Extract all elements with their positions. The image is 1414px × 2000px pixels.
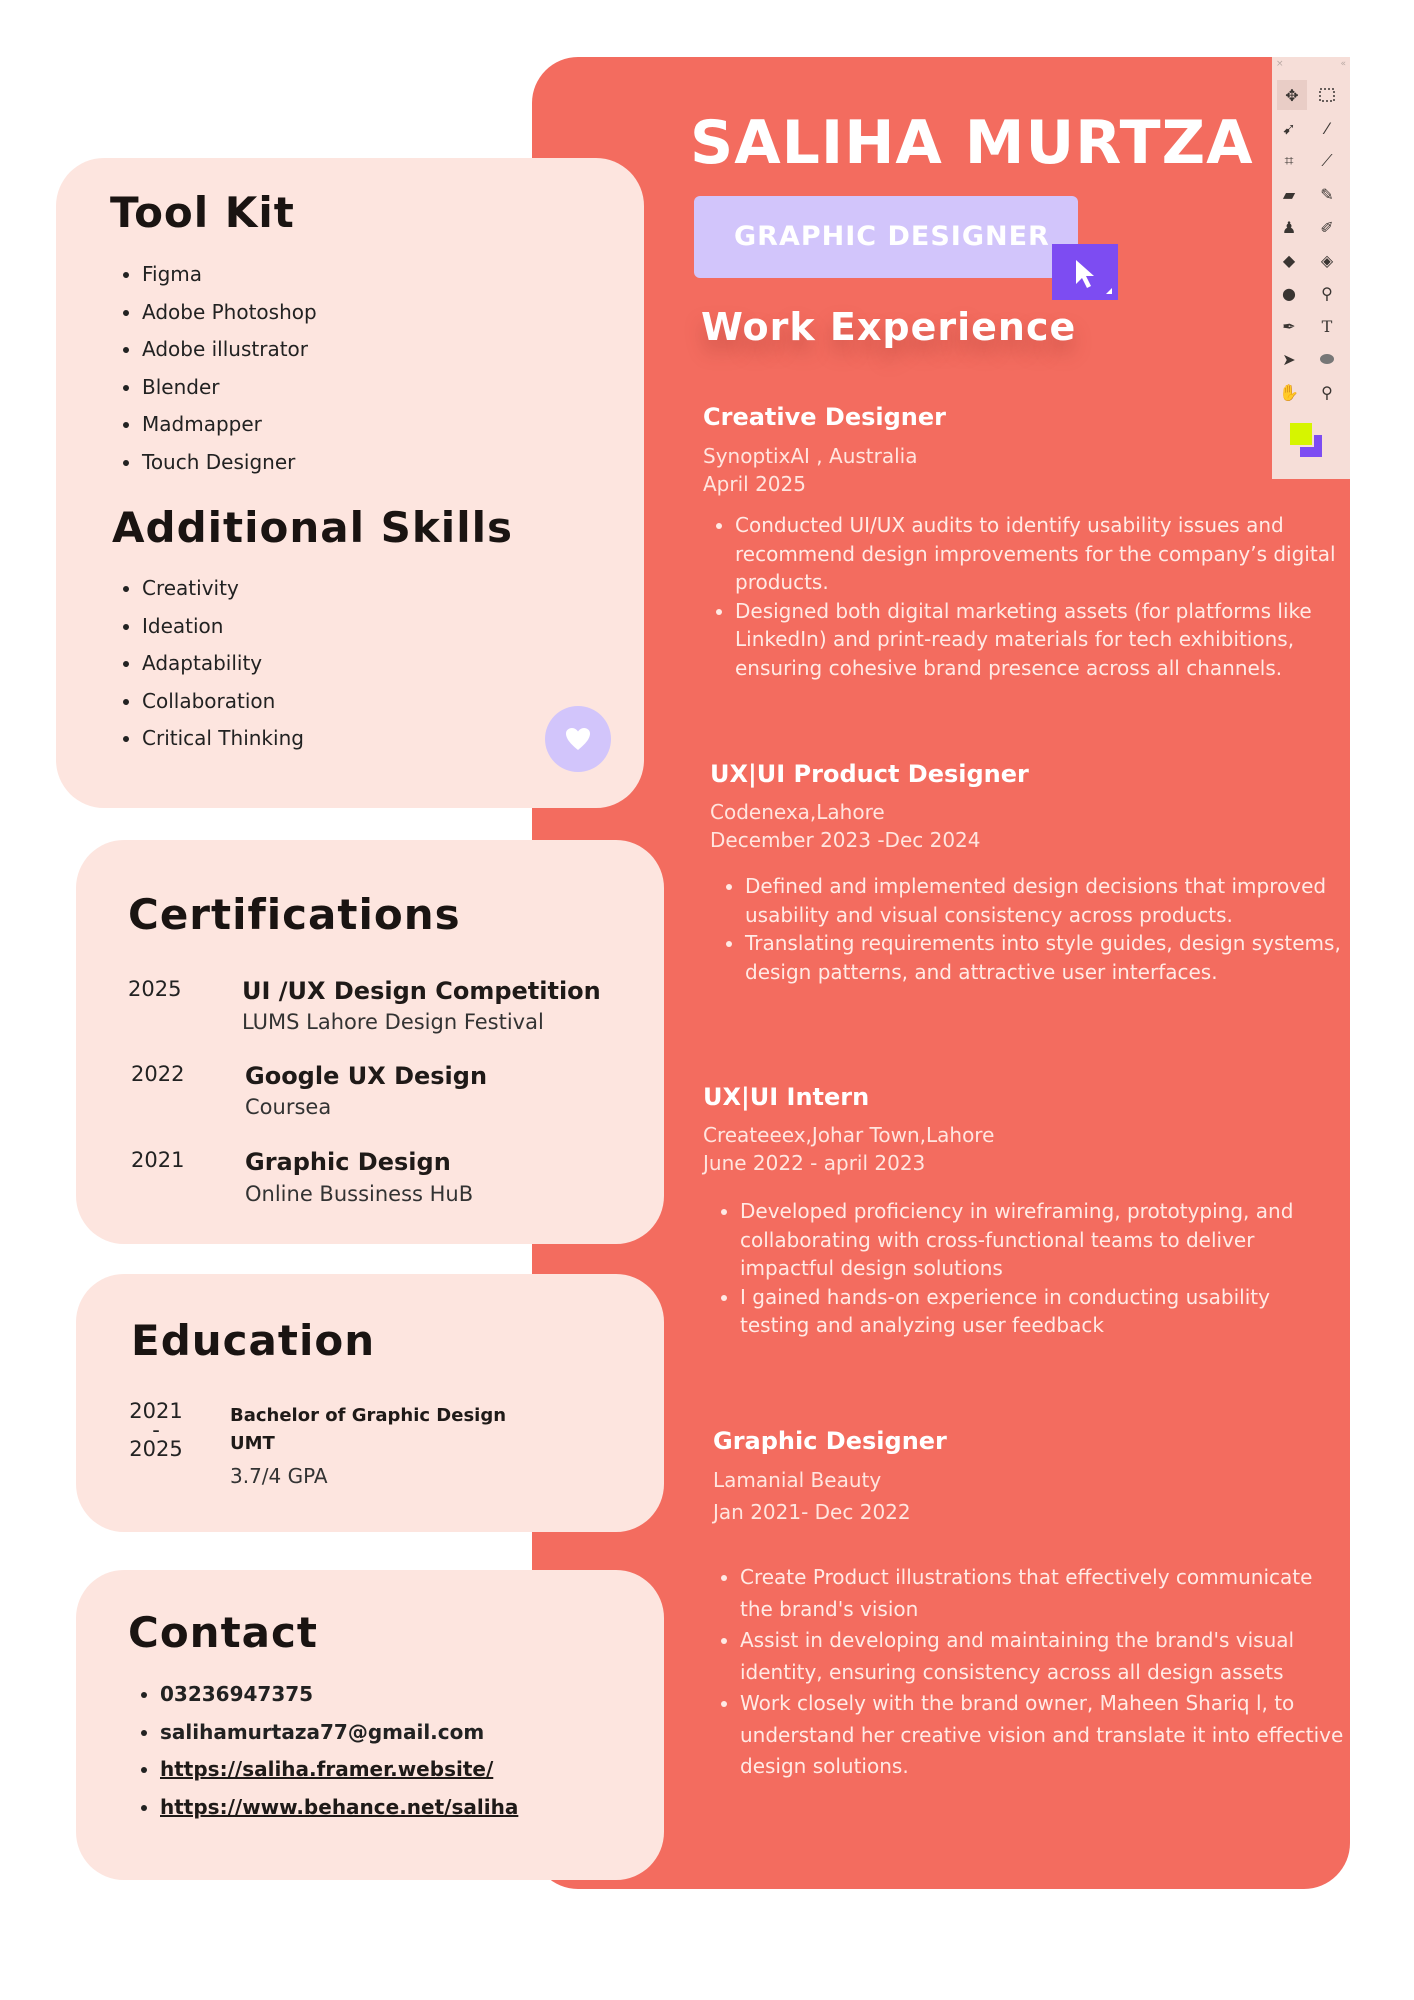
magic-wand-icon[interactable]: ⁄	[1325, 118, 1329, 138]
job-company: Codenexa,Lahore	[710, 800, 885, 824]
brush-icon[interactable]: ✎	[1320, 184, 1334, 204]
list-item: • Create Product illustrations that effectively communicate the brand's vision	[740, 1562, 1350, 1625]
list-item: • Collaboration	[142, 683, 304, 721]
crop-icon[interactable]: ⌗	[1284, 151, 1294, 170]
certifications-card	[76, 840, 664, 1244]
list-item: • Touch Designer	[142, 444, 317, 482]
behance-item	[160, 1789, 518, 1827]
cursor-icon	[1052, 244, 1118, 300]
list-item: • Figma	[142, 256, 317, 294]
certifications-heading: Certifications	[128, 890, 461, 939]
list-item: • Critical Thinking	[142, 720, 304, 758]
job-bullets	[708, 1197, 1320, 1340]
close-icon: ×	[1276, 59, 1284, 69]
candidate-name: SALIHA MURTZA	[690, 108, 1254, 178]
portfolio-item	[160, 1751, 518, 1789]
gpa: 3.7/4 GPA	[230, 1464, 328, 1488]
education-years	[116, 1399, 196, 1461]
list-item: • Defined and implemented design decisions that improved usability and visual consistency across products.	[745, 872, 1355, 929]
cert-title: Google UX Design	[245, 1062, 488, 1090]
email-address[interactable]: • salihamurtaza77@gmail.com	[160, 1714, 518, 1752]
heart-icon	[564, 726, 592, 752]
cert-issuer: Coursea	[245, 1095, 332, 1119]
job-title: Graphic Designer	[713, 1427, 947, 1455]
year-separator: -	[152, 1418, 160, 1442]
work-experience-heading: Work Experience	[701, 305, 1077, 349]
foreground-color-swatch[interactable]	[1288, 421, 1314, 447]
list-item: • Madmapper	[142, 406, 317, 444]
list-item: • Adobe illustrator	[142, 331, 317, 369]
type-icon[interactable]: T	[1321, 316, 1333, 336]
eyedropper-icon[interactable]: ⟋	[1321, 151, 1333, 170]
job-bullets	[708, 1562, 1350, 1783]
education-card	[76, 1274, 664, 1532]
toolkit-list	[110, 256, 317, 481]
portfolio-link[interactable]: https://saliha.framer.website/	[160, 1757, 494, 1781]
list-item: • Ideation	[142, 608, 304, 646]
contact-card	[76, 1570, 664, 1880]
job-company: Createeex,Johar Town,Lahore	[703, 1123, 995, 1147]
skills-heading: Additional Skills	[112, 503, 513, 552]
list-item: • Adobe Photoshop	[142, 294, 317, 332]
healing-icon[interactable]: ▰	[1282, 184, 1296, 204]
collapse-icon: «	[1340, 59, 1346, 69]
zoom-icon[interactable]: ⚲	[1321, 382, 1333, 402]
cert-year: 2022	[131, 1062, 185, 1086]
heart-badge	[545, 706, 611, 772]
cert-issuer: LUMS Lahore Design Festival	[242, 1010, 544, 1034]
list-item: • Creativity	[142, 570, 304, 608]
job-title: UX|UI Product Designer	[710, 760, 1029, 788]
school-name: UMT	[230, 1433, 275, 1454]
pen-icon[interactable]: ✒	[1282, 316, 1296, 336]
job-title: Creative Designer	[703, 403, 946, 431]
tools-toolbar	[1272, 57, 1350, 479]
job-company: Lamanial Beauty	[713, 1468, 882, 1492]
toolkit-skills-card	[56, 158, 644, 808]
phone-number: • 03236947375	[160, 1676, 518, 1714]
job-company: SynoptixAI , Australia	[703, 444, 918, 468]
marquee-icon[interactable]	[1316, 84, 1338, 106]
job-dates: Jan 2021- Dec 2022	[713, 1500, 911, 1524]
behance-link[interactable]: https://www.behance.net/saliha	[160, 1794, 519, 1819]
contact-list	[128, 1676, 518, 1826]
ellipse-icon[interactable]	[1316, 348, 1338, 370]
skills-list	[110, 570, 304, 758]
contact-heading: Contact	[128, 1608, 318, 1657]
list-item: • I gained hands-on experience in conducting usability testing and analyzing user feedback	[740, 1283, 1320, 1340]
list-item: • Designed both digital marketing assets (for platforms like LinkedIn) and print-ready materials for tech exhibitions, ensuring cohesive brand presence across all channels.	[735, 597, 1345, 683]
paint-bucket-icon[interactable]: ◈	[1320, 250, 1334, 270]
list-item: • Developed proficiency in wireframing, prototyping, and collaborating with cross-functional teams to deliver impactful design solutions	[740, 1197, 1320, 1283]
list-item: • Conducted UI/UX audits to identify usability issues and recommend design improvements for the company’s digital products.	[735, 511, 1345, 597]
history-brush-icon[interactable]: ✐	[1320, 217, 1334, 237]
blur-icon[interactable]: ●	[1282, 283, 1296, 303]
list-item: • Work closely with the brand owner, Maheen Shariq l, to understand her creative vision and translate it into effective design solutions.	[740, 1688, 1350, 1783]
hand-icon[interactable]: ✋	[1279, 382, 1299, 402]
path-select-icon[interactable]: ➤	[1282, 349, 1296, 369]
year-start: 2021	[129, 1399, 183, 1423]
role-title: GRAPHIC DESIGNER	[734, 221, 1050, 252]
degree-title: Bachelor of Graphic Design	[230, 1405, 507, 1426]
list-item: • Adaptability	[142, 645, 304, 683]
cert-title: UI /UX Design Competition	[242, 977, 601, 1005]
toolkit-heading: Tool Kit	[110, 188, 295, 237]
job-bullets	[703, 511, 1345, 682]
job-dates: December 2023 -Dec 2024	[710, 828, 981, 852]
job-title: UX|UI Intern	[703, 1083, 870, 1111]
list-item: • Translating requirements into style guides, design systems, design patterns, and attractive user interfaces.	[745, 929, 1355, 986]
job-bullets	[713, 872, 1355, 986]
list-item: • Blender	[142, 369, 317, 407]
cert-year: 2021	[131, 1148, 185, 1172]
year-end: 2025	[129, 1437, 183, 1461]
education-heading: Education	[131, 1316, 376, 1365]
eraser-icon[interactable]: ◆	[1282, 250, 1296, 270]
stamp-icon[interactable]: ♟	[1281, 217, 1297, 237]
cert-title: Graphic Design	[245, 1148, 451, 1176]
dodge-icon[interactable]: ⚲	[1321, 283, 1333, 303]
job-dates: April 2025	[703, 472, 806, 496]
lasso-icon[interactable]: ➹	[1282, 118, 1296, 138]
move-icon[interactable]: ✥	[1277, 80, 1307, 110]
cert-year: 2025	[128, 977, 182, 1001]
job-dates: June 2022 - april 2023	[703, 1151, 926, 1175]
cursor-badge	[1052, 244, 1118, 300]
list-item: • Assist in developing and maintaining the brand's visual identity, ensuring consistency across all design assets	[740, 1625, 1350, 1688]
cert-issuer: Online Bussiness HuB	[245, 1182, 474, 1206]
